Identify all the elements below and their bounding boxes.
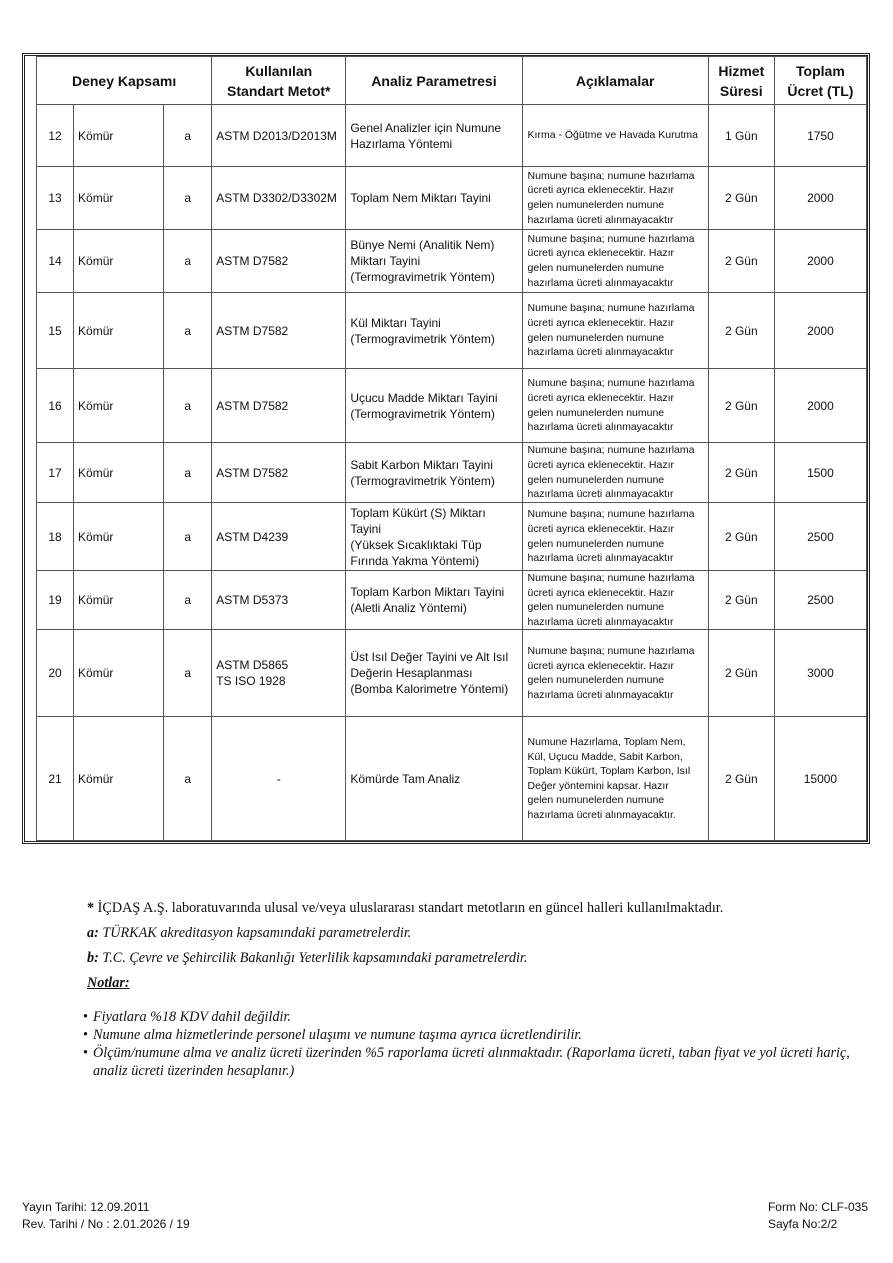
row-scope: a xyxy=(164,503,212,571)
row-method-line: ASTM D2013/D2013M xyxy=(216,128,337,143)
row-method xyxy=(212,105,346,167)
row-parameter xyxy=(346,230,522,293)
row-duration: 2 Gün xyxy=(708,503,774,571)
row-parameter xyxy=(346,167,522,230)
row-method xyxy=(212,369,346,443)
row-scope: a xyxy=(164,167,212,230)
table-body xyxy=(37,105,867,841)
row-description-line: ücreti ayrıca eklenecektir. Hazır xyxy=(527,316,675,329)
header-duration xyxy=(708,57,774,105)
row-description-line: gelen numunelerden numune xyxy=(527,537,665,550)
table-header-row xyxy=(37,57,867,105)
footer-publish-date: Yayın Tarihi: 12.09.2011 xyxy=(22,1200,150,1214)
row-method xyxy=(212,167,346,230)
row-price: 2000 xyxy=(774,369,866,443)
row-method-line: ASTM D4239 xyxy=(216,529,289,544)
row-description xyxy=(522,503,708,571)
row-parameter-line: Toplam Kükürt (S) Miktarı xyxy=(350,505,486,520)
row-parameter xyxy=(346,105,522,167)
row-method-line: ASTM D7582 xyxy=(216,254,289,268)
row-parameter-line: Uçucu Madde Miktarı Tayini xyxy=(350,390,498,405)
row-method xyxy=(212,630,346,717)
row-scope: a xyxy=(164,293,212,369)
notes-bullet-list xyxy=(83,1008,877,1080)
row-description-line: hazırlama ücreti alınmayacaktır xyxy=(527,421,674,434)
row-parameter-line: (Termogravimetrik Yöntem) xyxy=(350,270,495,284)
row-description xyxy=(522,717,708,841)
row-method xyxy=(212,503,346,571)
row-description-line: gelen numunelerden numune xyxy=(527,199,665,211)
row-description xyxy=(522,230,708,293)
note-b xyxy=(87,946,877,971)
row-duration: 2 Gün xyxy=(708,571,774,630)
row-scope: a xyxy=(164,230,212,293)
row-duration: 2 Gün xyxy=(708,630,774,717)
header-price-line2: Ücret (TL) xyxy=(787,82,854,99)
row-scope: a xyxy=(164,571,212,630)
row-duration: 2 Gün xyxy=(708,293,774,369)
row-method-line: ASTM D5373 xyxy=(216,593,289,608)
footer-left xyxy=(22,1199,190,1233)
row-number: 12 xyxy=(37,105,74,167)
row-description-line: ücreti ayrıca eklenecektir. Hazır xyxy=(527,522,675,535)
row-description-line: Numune başına; numune hazırlama xyxy=(527,169,695,182)
row-parameter-line: (Yüksek Sıcaklıktaki Tüp xyxy=(350,537,482,552)
row-parameter-line: (Bomba Kalorimetre Yöntemi) xyxy=(350,682,509,697)
row-description-line: Numune başına; numune hazırlama xyxy=(527,444,695,457)
row-description-line: ücreti ayrıca eklenecektir. Hazır xyxy=(527,247,675,260)
row-number: 16 xyxy=(37,369,74,443)
header-parameter: Analiz Parametresi xyxy=(346,57,522,105)
notes-title-line xyxy=(87,971,877,996)
row-description-line: Kül, Uçucu Madde, Sabit Karbon, xyxy=(527,750,683,763)
row-duration: 2 Gün xyxy=(708,167,774,230)
row-method-line: TS ISO 1928 xyxy=(216,674,286,689)
row-number: 20 xyxy=(37,630,74,717)
header-method-line1: Kullanılan xyxy=(245,62,313,79)
row-scope: a xyxy=(164,443,212,503)
row-description xyxy=(522,105,708,167)
row-price: 1500 xyxy=(774,443,866,503)
row-parameter-line: Tayini xyxy=(350,521,382,536)
row-material: Kömür xyxy=(74,105,164,167)
row-duration: 2 Gün xyxy=(708,369,774,443)
row-material: Kömür xyxy=(74,443,164,503)
note-star-text: İÇDAŞ A.Ş. laboratuvarında ulusal ve/veya uluslararası standart metotların en güncel halleri kullanılmaktadır. xyxy=(94,900,724,916)
row-parameter-line: Hazırlama Yöntemi xyxy=(350,136,453,151)
row-description-line: Toplam Kükürt, Toplam Karbon, Isıl xyxy=(527,765,691,778)
row-number: 21 xyxy=(37,717,74,841)
row-method xyxy=(212,443,346,503)
row-parameter-line: Bünye Nemi (Analitik Nem) xyxy=(350,238,495,252)
row-parameter xyxy=(346,630,522,717)
row-description-line: gelen numunelerden numune xyxy=(527,601,665,614)
row-parameter-line: Üst Isıl Değer Tayini ve Alt Isıl xyxy=(350,650,509,665)
row-description-line: hazırlama ücreti alınmayacaktır xyxy=(527,552,674,565)
row-description-line: Değer yöntemini kapsar. Hazır xyxy=(527,779,669,792)
row-parameter xyxy=(346,717,522,841)
row-parameter-line: Sabit Karbon Miktarı Tayini xyxy=(350,457,493,472)
price-table xyxy=(36,56,867,841)
row-description-line: hazırlama ücreti alınmayacaktır xyxy=(527,688,674,701)
row-price: 2500 xyxy=(774,503,866,571)
row-number: 17 xyxy=(37,443,74,503)
row-material: Kömür xyxy=(74,717,164,841)
row-parameter xyxy=(346,503,522,571)
table-row xyxy=(37,717,867,841)
row-number: 14 xyxy=(37,230,74,293)
row-price: 15000 xyxy=(774,717,866,841)
row-method-line: ASTM D7582 xyxy=(216,465,289,480)
row-material: Kömür xyxy=(74,293,164,369)
row-description-line: hazırlama ücreti alınmayacaktır xyxy=(527,488,674,501)
row-description xyxy=(522,293,708,369)
row-description-line: Numune başına; numune hazırlama xyxy=(527,572,695,584)
row-description-line: gelen numunelerden numune xyxy=(527,262,665,274)
row-parameter-line: Kömürde Tam Analiz xyxy=(350,771,461,786)
header-duration-line1: Hizmet xyxy=(718,62,765,79)
table-row xyxy=(37,105,867,167)
table-row xyxy=(37,293,867,369)
table-row xyxy=(37,230,867,293)
row-method-line: - xyxy=(276,771,281,786)
row-method xyxy=(212,717,346,841)
row-number: 13 xyxy=(37,167,74,230)
table-row xyxy=(37,630,867,717)
row-method-line: ASTM D7582 xyxy=(216,398,289,413)
row-parameter xyxy=(346,369,522,443)
note-a-mark: a: xyxy=(87,925,99,941)
row-duration: 1 Gün xyxy=(708,105,774,167)
row-parameter xyxy=(346,443,522,503)
row-description-line: hazırlama ücreti alınmayacaktır xyxy=(527,213,674,226)
row-description-line: Numune başına; numune hazırlama xyxy=(527,508,695,521)
row-parameter xyxy=(346,571,522,630)
row-scope: a xyxy=(164,630,212,717)
row-material: Kömür xyxy=(74,167,164,230)
row-description-line: Numune başına; numune hazırlama xyxy=(527,232,695,245)
header-scope: Deney Kapsamı xyxy=(37,57,212,105)
row-number: 18 xyxy=(37,503,74,571)
row-description-line: Numune başına; numune hazırlama xyxy=(527,302,695,315)
footer-form-no: Form No: CLF-035 xyxy=(767,1200,868,1214)
row-description xyxy=(522,369,708,443)
row-price: 2000 xyxy=(774,167,866,230)
row-description-line: Numune başına; numune hazırlama xyxy=(527,377,695,390)
header-method xyxy=(212,57,346,105)
row-material: Kömür xyxy=(74,571,164,630)
row-parameter-line: Toplam Karbon Miktarı Tayini xyxy=(350,585,505,600)
table-row xyxy=(37,167,867,230)
row-method-line: ASTM D5865 xyxy=(216,658,289,673)
row-description-line: gelen numunelerden numune xyxy=(527,674,665,687)
row-description-line: gelen numunelerden numune xyxy=(527,473,665,486)
note-a-text: TÜRKAK akreditasyon kapsamındaki parametrelerdir. xyxy=(98,925,412,941)
table-row xyxy=(37,369,867,443)
row-description-line: hazırlama ücreti alınmayacaktır xyxy=(527,346,674,359)
notes-title: Notlar: xyxy=(87,975,130,991)
row-method xyxy=(212,293,346,369)
row-description xyxy=(522,630,708,717)
row-description-line: ücreti ayrıca eklenecektir. Hazır xyxy=(527,184,675,197)
row-description-line: gelen numunelerden numune xyxy=(527,406,665,419)
row-description-line: Numune Hazırlama, Toplam Nem, xyxy=(527,736,686,749)
notes-section xyxy=(87,896,877,1080)
row-parameter-line: Miktarı Tayini xyxy=(350,254,421,268)
row-parameter-line: (Termogravimetrik Yöntem) xyxy=(350,331,495,346)
row-method xyxy=(212,230,346,293)
row-material: Kömür xyxy=(74,503,164,571)
note-a xyxy=(87,921,877,946)
note-star-mark: * xyxy=(87,900,95,916)
note-standard-methods xyxy=(87,896,877,921)
header-method-line2: Standart Metot* xyxy=(227,82,331,99)
notes-bullet: • Numune alma hizmetlerinde personel ulaşımı ve numune taşıma ayrıca ücretlendirilir. xyxy=(83,1026,877,1044)
row-description-line: hazırlama ücreti alınmayacaktır. xyxy=(527,809,676,822)
row-description-line: ücreti ayrıca eklenecektir. Hazır xyxy=(527,659,675,672)
row-material: Kömür xyxy=(74,230,164,293)
header-description: Açıklamalar xyxy=(522,57,708,105)
row-description xyxy=(522,443,708,503)
row-method-line: ASTM D3302/D3302M xyxy=(216,191,337,205)
row-parameter xyxy=(346,293,522,369)
row-material: Kömür xyxy=(74,630,164,717)
note-b-mark: b: xyxy=(87,950,99,966)
row-duration: 2 Gün xyxy=(708,717,774,841)
row-description-line: ücreti ayrıca eklenecektir. Hazır xyxy=(527,586,675,599)
row-method xyxy=(212,571,346,630)
row-scope: a xyxy=(164,105,212,167)
header-price-line1: Toplam xyxy=(796,62,845,79)
row-description-line: ücreti ayrıca eklenecektir. Hazır xyxy=(527,458,675,471)
row-parameter-line: (Aletli Analiz Yöntemi) xyxy=(350,601,467,616)
row-parameter-line: Kül Miktarı Tayini xyxy=(350,315,441,330)
row-price: 2000 xyxy=(774,293,866,369)
row-material: Kömür xyxy=(74,369,164,443)
row-parameter-line: Genel Analizler için Numune xyxy=(350,120,502,135)
row-duration: 2 Gün xyxy=(708,230,774,293)
table-row xyxy=(37,503,867,571)
note-b-text: T.C. Çevre ve Şehircilik Bakanlığı Yeterlilik kapsamındaki parametrelerdir. xyxy=(98,950,528,966)
price-table-frame xyxy=(22,53,870,844)
row-parameter-line: Fırında Yakma Yöntemi) xyxy=(350,553,480,568)
footer-page-no: Sayfa No:2/2 xyxy=(767,1217,838,1231)
footer-revision: Rev. Tarihi / No : 2.01.2026 / 19 xyxy=(22,1217,190,1231)
row-number: 19 xyxy=(37,571,74,630)
notes-bullet: • Ölçüm/numune alma ve analiz ücreti üzerinden %5 raporlama ücreti alınmaktadır. (Raporlama ücreti, taban fiyat ve yol ücreti hariç, analiz ücreti üzerinden hesaplanır.) xyxy=(83,1044,877,1080)
row-description-line: gelen numunelerden numune xyxy=(527,794,665,807)
row-parameter-line: Değerin Hesaplanması xyxy=(350,666,473,681)
notes-bullet: • Fiyatlara %18 KDV dahil değildir. xyxy=(83,1008,877,1026)
row-price: 2500 xyxy=(774,571,866,630)
row-price: 1750 xyxy=(774,105,866,167)
row-scope: a xyxy=(164,369,212,443)
table-row xyxy=(37,571,867,630)
header-price xyxy=(774,57,866,105)
row-price: 2000 xyxy=(774,230,866,293)
row-method-line: ASTM D7582 xyxy=(216,323,289,338)
row-description-line: Numune başına; numune hazırlama xyxy=(527,645,695,658)
row-description xyxy=(522,167,708,230)
header-duration-line2: Süresi xyxy=(719,82,763,99)
row-parameter-line: Toplam Nem Miktarı Tayini xyxy=(350,191,491,205)
row-description-line: gelen numunelerden numune xyxy=(527,331,665,344)
row-description-line: hazırlama ücreti alınmayacaktır xyxy=(527,615,674,628)
row-description-line: hazırlama ücreti alınmayacaktır xyxy=(527,276,674,289)
row-parameter-line: (Termogravimetrik Yöntem) xyxy=(350,473,495,488)
row-description-line: Kırma - Öğütme ve Havada Kurutma xyxy=(527,129,698,142)
table-row xyxy=(37,443,867,503)
row-duration: 2 Gün xyxy=(708,443,774,503)
footer-right xyxy=(768,1199,868,1233)
row-parameter-line: (Termogravimetrik Yöntem) xyxy=(350,406,495,421)
row-description-line: ücreti ayrıca eklenecektir. Hazır xyxy=(527,391,675,404)
row-price: 3000 xyxy=(774,630,866,717)
row-scope: a xyxy=(164,717,212,841)
row-description xyxy=(522,571,708,630)
row-number: 15 xyxy=(37,293,74,369)
